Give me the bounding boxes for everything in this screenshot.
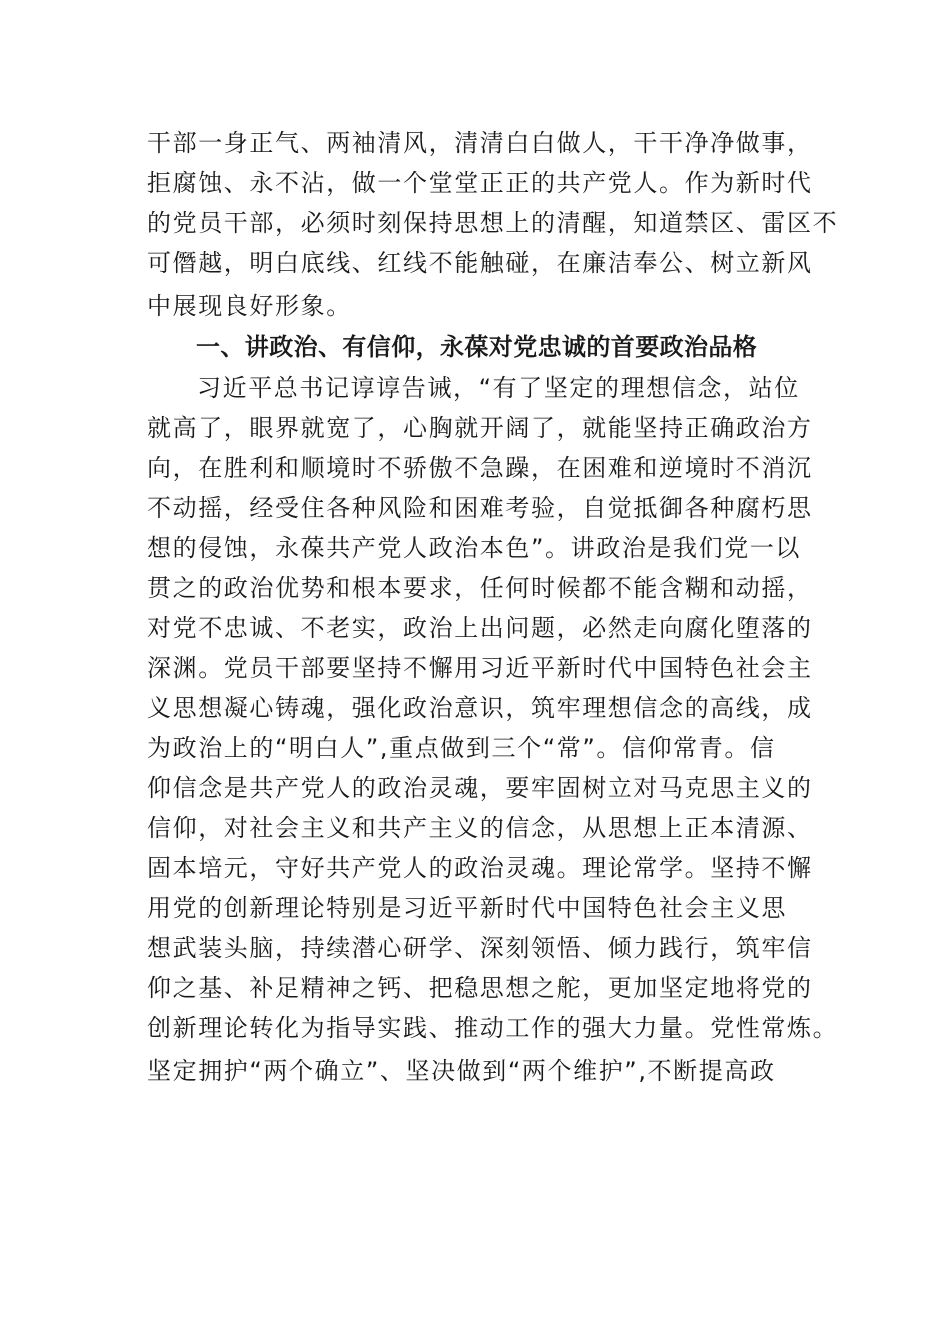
- text-line: 深渊。党员干部要坚持不懈用习近平新时代中国特色社会主: [147, 654, 813, 682]
- text-line: 可僭越，明白底线、红线不能触碰，在廉洁奉公、树立新风: [147, 249, 813, 277]
- body-paragraph: [147, 368, 839, 1091]
- text-line: 对党不忠诚、不老实，政治上出问题，必然走向腐化堕落的: [147, 614, 813, 642]
- text-line: 固本培元，守好共产党人的政治灵魂。理论常学。坚持不懈: [147, 854, 813, 882]
- text-line: 不动摇，经受住各种风险和困难考验，自觉抵御各种腐朽思: [147, 494, 813, 522]
- text-line: 想武装头脑，持续潜心研学、深刻领悟、倾力践行，筑牢信: [147, 934, 813, 962]
- text-line: 干部一身正气、两袖清风，清清白白做人，干干净净做事，: [147, 129, 813, 157]
- text-line: 贯之的政治优势和根本要求，任何时候都不能含糊和动摇，: [147, 574, 813, 602]
- text-line: 信仰，对社会主义和共产主义的信念，从思想上正本清源、: [147, 814, 813, 842]
- text-line: 中展现良好形象。: [147, 292, 352, 320]
- document-body: [147, 123, 839, 1091]
- text-line: 就高了，眼界就宽了，心胸就开阔了，就能坚持正确政治方: [147, 414, 813, 442]
- text-line: 为政治上的“明白人”,重点做到三个“常”。信仰常青。信: [147, 734, 776, 762]
- text-line: 仰信念是共产党人的政治灵魂，要牢固树立对马克思主义的: [147, 774, 813, 802]
- text-line: 的党员干部，必须时刻保持思想上的清醒，知道禁区、雷区不: [147, 209, 839, 237]
- text-line: 坚定拥护“两个确立”、坚决做到“两个维护”,不断提高政: [147, 1057, 776, 1085]
- text-line: 用党的创新理论特别是习近平新时代中国特色社会主义思: [147, 894, 787, 922]
- text-line: 义思想凝心铸魂，强化政治意识，筑牢理想信念的高线，成: [147, 694, 813, 722]
- text-line: 向，在胜利和顺境时不骄傲不急躁，在困难和逆境时不消沉: [147, 454, 813, 482]
- text-line: 想的侵蚀，永葆共产党人政治本色”。讲政治是我们党一以: [147, 534, 802, 562]
- text-line: 拒腐蚀、永不沾，做一个堂堂正正的共产党人。作为新时代: [147, 169, 813, 197]
- intro-paragraph: [147, 123, 839, 326]
- text-line: 创新理论转化为指导实践、推动工作的强大力量。党性常炼。: [147, 1014, 839, 1042]
- text-line: 习近平总书记谆谆告诫，“有了坚定的理想信念，站位: [197, 374, 800, 402]
- text-line: 仰之基、补足精神之钙、把稳思想之舵，更加坚定地将党的: [147, 974, 813, 1002]
- section-heading: 一、讲政治、有信仰，永葆对党忠诚的首要政治品格: [196, 333, 758, 361]
